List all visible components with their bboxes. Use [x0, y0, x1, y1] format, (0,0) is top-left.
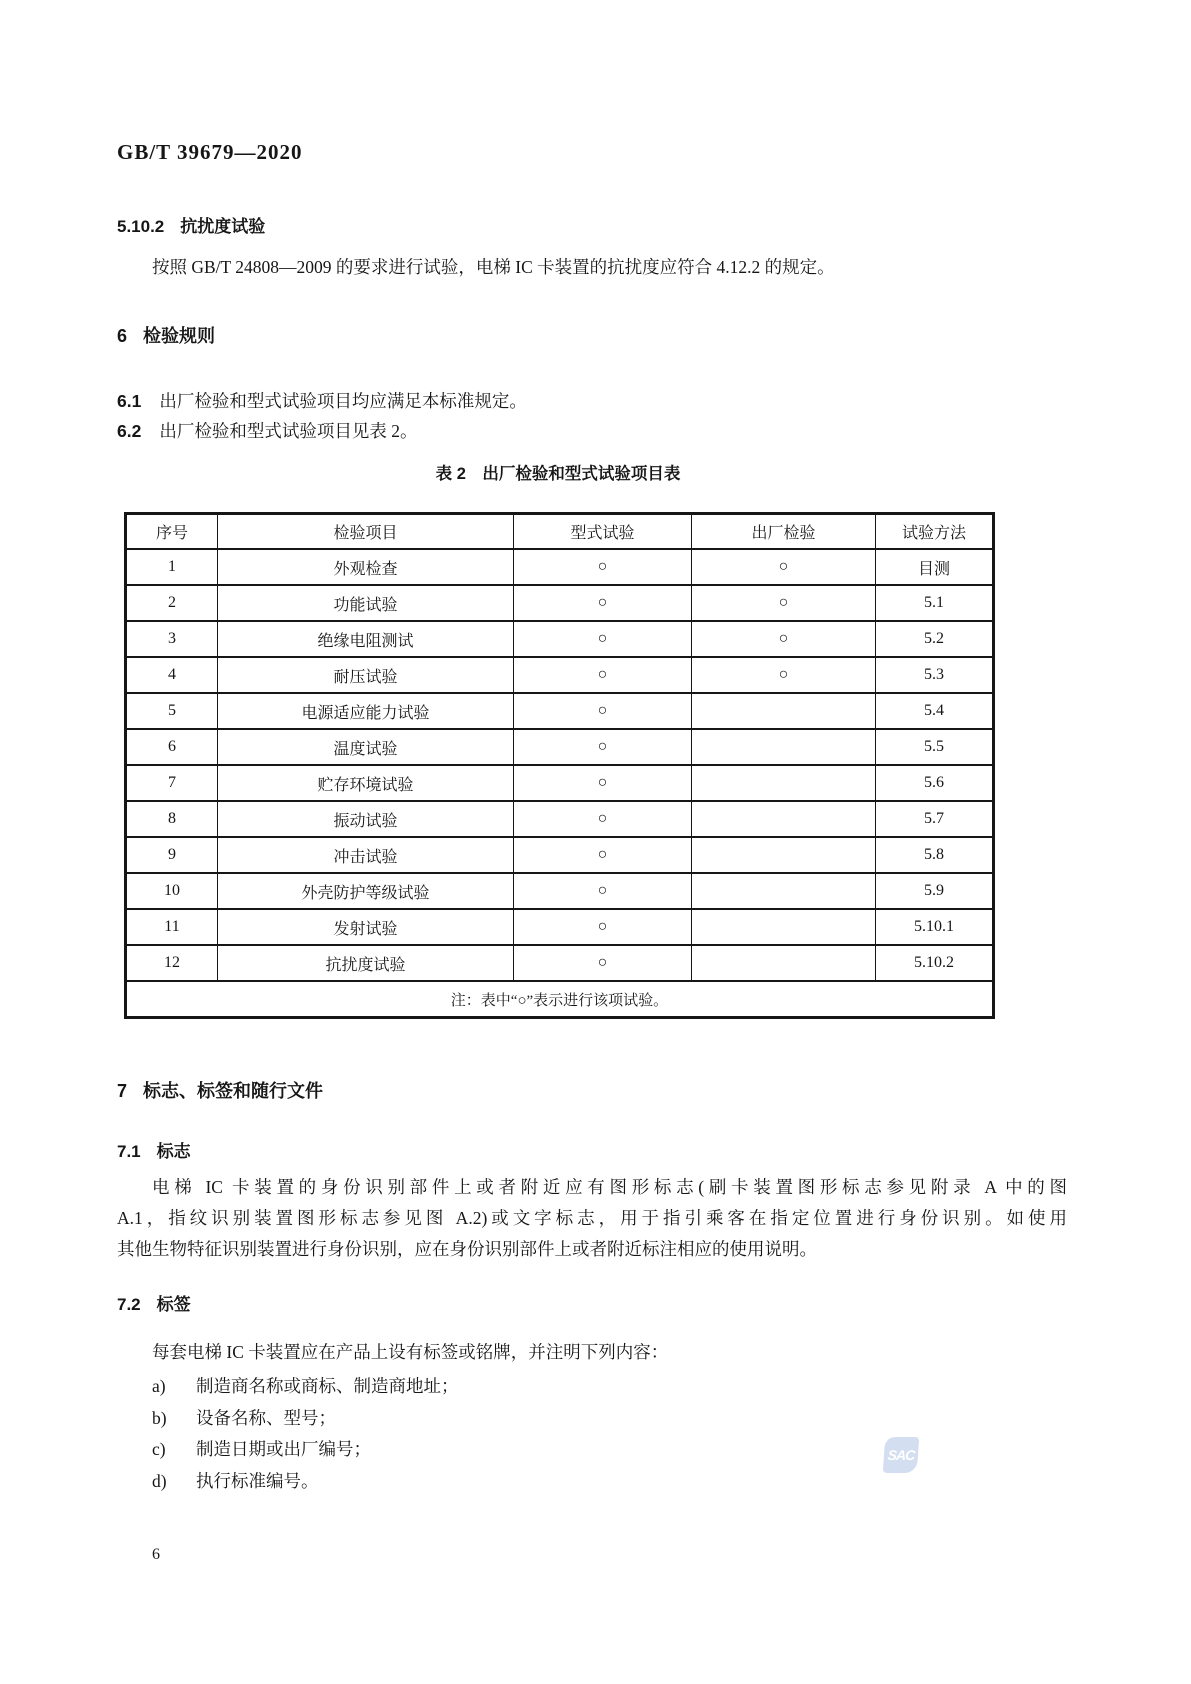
heading-title: 标志、标签和随行文件 — [143, 1081, 324, 1101]
paragraph-line: 其他生物特征识别装置进行身份识别，应在身份识别部件上或者附近标注相应的使用说明。 — [117, 1239, 817, 1259]
cell-factory-test — [692, 945, 876, 981]
cell-type-test: ○ — [514, 549, 692, 585]
cell-type-test: ○ — [514, 693, 692, 729]
paragraph-line: 电梯 IC 卡装置的身份识别部件上或者附近应有图形标志(刷卡装置图形标志参见附录 A 中的图 — [152, 1177, 1067, 1197]
cell-item: 电源适应能力试验 — [218, 693, 514, 729]
cell-method: 5.9 — [876, 873, 994, 909]
table-row — [126, 621, 994, 657]
cell-no: 2 — [126, 585, 218, 621]
sac-watermark-logo: SAC — [883, 1437, 920, 1473]
heading-number: 5.10.2 — [117, 217, 165, 236]
list-item-label: c) — [152, 1439, 166, 1459]
cell-method: 5.10.2 — [876, 945, 994, 981]
paragraph-line: A.1，指纹识别装置图形标志参见图 A.2)或文字标志，用于指引乘客在指定位置进行身份识别。如使用 — [117, 1208, 1067, 1228]
cell-item: 振动试验 — [218, 801, 514, 837]
cell-item: 温度试验 — [218, 729, 514, 765]
cell-item: 冲击试验 — [218, 837, 514, 873]
paragraph-7-1 — [117, 1172, 1067, 1265]
cell-method: 5.2 — [876, 621, 994, 657]
list-item-label: b) — [152, 1407, 167, 1428]
table-row — [126, 765, 994, 801]
cell-type-test: ○ — [514, 801, 692, 837]
heading-7-1 — [117, 1137, 191, 1162]
table-row — [126, 693, 994, 729]
table-note-row — [126, 981, 994, 1018]
cell-item: 贮存环境试验 — [218, 765, 514, 801]
cell-no: 4 — [126, 657, 218, 693]
paragraph-5-10-2: 按照 GB/T 24808—2009 的要求进行试验，电梯 IC 卡装置的抗扰度应符合 4.12.2 的规定。 — [152, 257, 835, 277]
cell-no: 11 — [126, 909, 218, 945]
table-row — [126, 837, 994, 873]
cell-factory-test: ○ — [692, 585, 876, 621]
table-row — [126, 909, 994, 945]
heading-number: 7 — [117, 1081, 128, 1101]
cell-type-test: ○ — [514, 657, 692, 693]
list-item-label: a) — [152, 1376, 166, 1396]
cell-factory-test: ○ — [692, 657, 876, 693]
heading-number: 6 — [117, 326, 128, 346]
cell-factory-test — [692, 873, 876, 909]
cell-type-test: ○ — [514, 729, 692, 765]
cell-method: 目测 — [876, 549, 994, 585]
cell-item: 功能试验 — [218, 585, 514, 621]
table-row — [126, 873, 994, 909]
heading-7 — [117, 1077, 323, 1103]
cell-type-test: ○ — [514, 909, 692, 945]
list-item — [152, 1466, 1052, 1498]
cell-no: 9 — [126, 837, 218, 873]
col-header-no: 序号 — [126, 514, 218, 550]
cell-factory-test — [692, 765, 876, 801]
cell-method: 5.8 — [876, 837, 994, 873]
cell-item: 抗扰度试验 — [218, 945, 514, 981]
cell-type-test: ○ — [514, 873, 692, 909]
table-note: 注：表中“○”表示进行该项试验。 — [126, 981, 994, 1018]
table-2 — [124, 512, 995, 1019]
col-header-factory-test: 出厂检验 — [692, 514, 876, 550]
cell-factory-test: ○ — [692, 549, 876, 585]
heading-title: 标志 — [156, 1142, 191, 1161]
list-item — [152, 1403, 1052, 1435]
cell-type-test: ○ — [514, 585, 692, 621]
cell-factory-test — [692, 693, 876, 729]
cell-factory-test — [692, 837, 876, 873]
label-content-list — [152, 1371, 1052, 1497]
cell-item: 外观检查 — [218, 549, 514, 585]
clause-text: 出厂检验和型式试验项目均应满足本标准规定。 — [159, 391, 527, 411]
cell-no: 8 — [126, 801, 218, 837]
heading-5-10-2 — [117, 212, 265, 237]
heading-7-2 — [117, 1290, 191, 1315]
cell-method: 5.5 — [876, 729, 994, 765]
cell-method: 5.6 — [876, 765, 994, 801]
list-item-text: 执行标准编号。 — [196, 1470, 319, 1491]
table-row — [126, 945, 994, 981]
cell-type-test: ○ — [514, 621, 692, 657]
page-number: 6 — [152, 1546, 160, 1563]
clause-number: 6.1 — [117, 391, 142, 411]
cell-no: 7 — [126, 765, 218, 801]
table-row — [126, 801, 994, 837]
cell-item: 耐压试验 — [218, 657, 514, 693]
list-item-text: 制造商名称或商标、制造商地址； — [196, 1376, 459, 1396]
table-2-caption: 表 2 出厂检验和型式试验项目表 — [435, 465, 681, 483]
heading-number: 7.2 — [117, 1295, 141, 1314]
standard-number-header: GB/T 39679—2020 — [117, 140, 303, 164]
cell-no: 5 — [126, 693, 218, 729]
cell-item: 发射试验 — [218, 909, 514, 945]
heading-title: 标签 — [156, 1295, 191, 1314]
clause-6-1 — [117, 386, 1067, 417]
list-item-label: d) — [152, 1470, 167, 1491]
cell-method: 5.7 — [876, 801, 994, 837]
cell-type-test: ○ — [514, 945, 692, 981]
list-item-text: 设备名称、型号； — [196, 1407, 336, 1428]
cell-no: 1 — [126, 549, 218, 585]
cell-factory-test — [692, 909, 876, 945]
cell-method: 5.3 — [876, 657, 994, 693]
heading-6 — [117, 322, 215, 348]
cell-method: 5.1 — [876, 585, 994, 621]
table-header-row — [126, 514, 994, 550]
cell-item: 绝缘电阻测试 — [218, 621, 514, 657]
cell-no: 12 — [126, 945, 218, 981]
clause-text: 出厂检验和型式试验项目见表 2。 — [159, 421, 418, 441]
cell-method: 5.10.1 — [876, 909, 994, 945]
col-header-type-test: 型式试验 — [514, 514, 692, 550]
cell-factory-test — [692, 729, 876, 765]
heading-number: 7.1 — [117, 1142, 141, 1161]
cell-type-test: ○ — [514, 837, 692, 873]
col-header-method: 试验方法 — [876, 514, 994, 550]
clause-6-2 — [117, 416, 1067, 447]
table-row — [126, 549, 994, 585]
cell-method: 5.4 — [876, 693, 994, 729]
paragraph-7-2-intro: 每套电梯 IC 卡装置应在产品上设有标签或铭牌，并注明下列内容： — [152, 1342, 669, 1362]
cell-factory-test: ○ — [692, 621, 876, 657]
cell-factory-test — [692, 801, 876, 837]
list-item — [152, 1371, 1052, 1403]
col-header-item: 检验项目 — [218, 514, 514, 550]
table-row — [126, 585, 994, 621]
clause-number: 6.2 — [117, 421, 142, 441]
cell-no: 10 — [126, 873, 218, 909]
cell-type-test: ○ — [514, 765, 692, 801]
table-row — [126, 657, 994, 693]
cell-item: 外壳防护等级试验 — [218, 873, 514, 909]
cell-no: 3 — [126, 621, 218, 657]
cell-no: 6 — [126, 729, 218, 765]
list-item-text: 制造日期或出厂编号； — [196, 1439, 371, 1459]
table-row — [126, 729, 994, 765]
heading-title: 检验规则 — [143, 326, 216, 346]
heading-title: 抗扰度试验 — [180, 217, 266, 236]
